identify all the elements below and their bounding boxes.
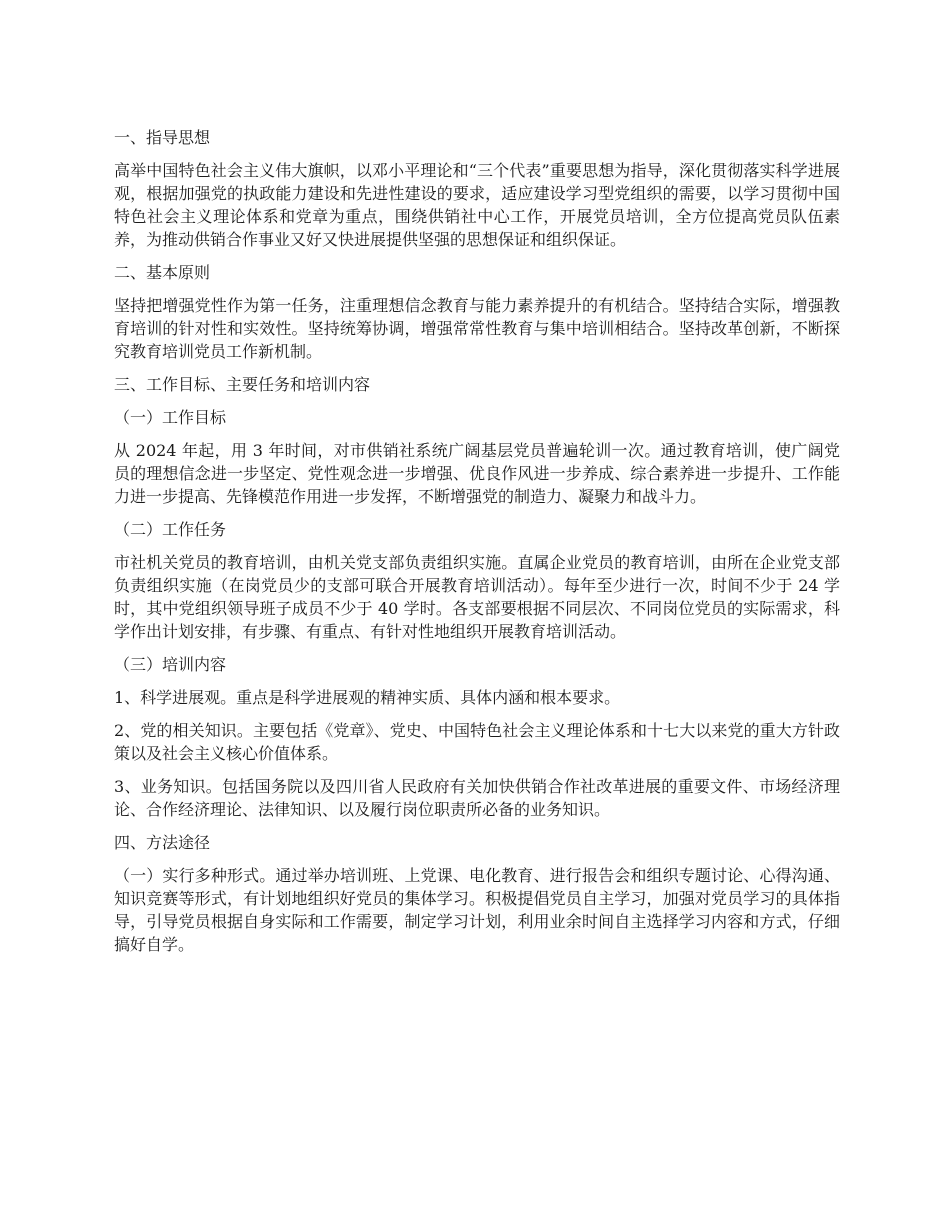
paragraph-basic-principles: 坚持把增强党性作为第一任务，注重理想信念教育与能力素养提升的有机结合。坚持结合实际，增强教育培训的针对性和实效性。坚持统筹协调，增强常常性教育与集中培训相结合。坚持改革创新，不断探究教育培训党员工作新机制。 — [114, 296, 840, 361]
section-heading-methods: 四、方法途径 — [114, 833, 211, 852]
paragraph-training-item-3: 3、业务知识。包括国务院以及四川省人民政府有关加快供销合作社改革进展的重要文件、市场经济理论、合作经济理论、法律知识、以及履行岗位职责所必备的业务知识。 — [114, 777, 840, 819]
subsection-heading-work-tasks: （二）工作任务 — [114, 520, 227, 539]
paragraph-work-tasks: 市社机关党员的教育培训，由机关党支部负责组织实施。直属企业党员的教育培训，由所在企业党支部负责组织实施（在岗党员少的支部可联合开展教育培训活动）。每年至少进行一次，时间不少于 24 学时，其中党组织领导班子成员不少于 40 学时。各支部要根据不同层次、不同岗位党员的实际需求，科学作出计划安排，有步骤、有重点、有针对性地组织开展教育培训活动。 — [114, 553, 840, 641]
section-heading-guiding-ideology: 一、指导思想 — [114, 128, 211, 147]
section-heading-goals-tasks-content: 三、工作目标、主要任务和培训内容 — [114, 375, 371, 394]
paragraph-training-item-2: 2、党的相关知识。主要包括《党章》、党史、中国特色社会主义理论体系和十七大以来党的重大方针政策以及社会主义核心价值体系。 — [114, 721, 840, 763]
subsection-heading-training-content: （三）培训内容 — [114, 655, 227, 674]
paragraph-training-item-1: 1、科学进展观。重点是科学进展观的精神实质、具体内涵和根本要求。 — [114, 688, 621, 707]
subsection-heading-work-goals: （一）工作目标 — [114, 408, 227, 427]
paragraph-guiding-ideology: 高举中国特色社会主义伟大旗帜，以邓小平理论和“三个代表”重要思想为指导，深化贯彻落实科学进展观，根据加强党的执政能力建设和先进性建设的要求，适应建设学习型党组织的需要，以学习贯彻中国特色社会主义理论体系和党章为重点，围绕供销社中心工作，开展党员培训，全方位提高党员队伍素养，为推动供销合作事业又好又快进展提供坚强的思想保证和组织保证。 — [114, 161, 840, 249]
paragraph-methods: （一）实行多种形式。通过举办培训班、上党课、电化教育、进行报告会和组织专题讨论、心得沟通、知识竞赛等形式，有计划地组织好党员的集体学习。积极提倡党员自主学习，加强对党员学习的具体指导，引导党员根据自身实际和工作需要，制定学习计划，利用业余时间自主选择学习内容和方式，仔细搞好自学。 — [114, 866, 840, 954]
document-page — [114, 126, 840, 966]
section-heading-basic-principles: 二、基本原则 — [114, 263, 211, 282]
paragraph-work-goals: 从 2024 年起，用 3 年时间，对市供销社系统广阔基层党员普遍轮训一次。通过教育培训，使广阔党员的理想信念进一步坚定、党性观念进一步增强、优良作风进一步养成、综合素养进一步提升、工作能力进一步提高、先锋模范作用进一步发挥，不断增强党的制造力、凝聚力和战斗力。 — [114, 441, 840, 506]
